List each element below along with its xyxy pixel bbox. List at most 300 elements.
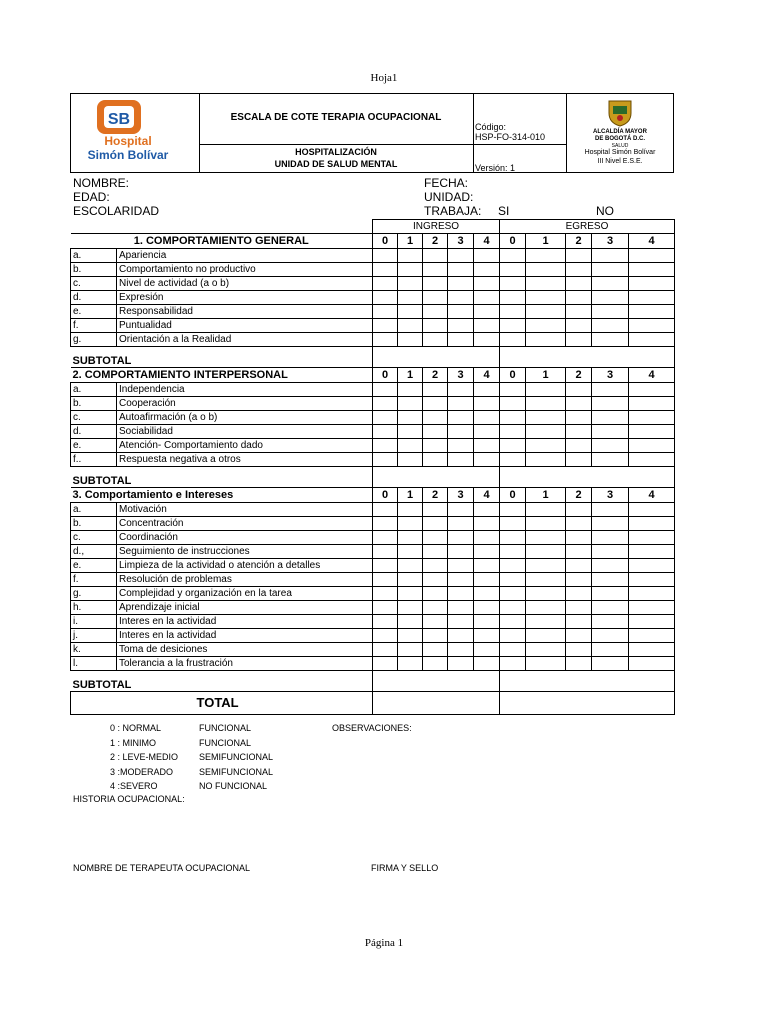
score-cell[interactable] — [629, 425, 675, 439]
score-cell[interactable] — [448, 601, 474, 615]
score-cell[interactable] — [566, 291, 592, 305]
score-cell[interactable] — [566, 531, 592, 545]
score-cell[interactable] — [629, 559, 675, 573]
score-cell[interactable] — [474, 277, 500, 291]
score-cell[interactable] — [474, 503, 500, 517]
score-cell[interactable] — [500, 559, 526, 573]
score-cell[interactable] — [629, 545, 675, 559]
item-row — [71, 425, 675, 439]
score-cell[interactable] — [448, 643, 474, 657]
score-cell[interactable] — [566, 601, 592, 615]
score-cell[interactable] — [592, 643, 629, 657]
egreso-score-1: 1 — [526, 488, 566, 503]
score-cell[interactable] — [566, 319, 592, 333]
item-index: e. — [71, 559, 117, 573]
score-cell[interactable] — [526, 587, 566, 601]
egreso-subtotal-cell[interactable] — [500, 671, 675, 692]
score-cell[interactable] — [592, 439, 629, 453]
item-row — [71, 587, 675, 601]
score-cell[interactable] — [526, 615, 566, 629]
score-cell[interactable] — [629, 517, 675, 531]
score-cell[interactable] — [500, 629, 526, 643]
egreso-score-3: 3 — [592, 488, 629, 503]
item-row — [71, 249, 675, 263]
score-cell[interactable] — [500, 573, 526, 587]
score-cell[interactable] — [474, 559, 500, 573]
score-cell[interactable] — [373, 643, 398, 657]
score-cell[interactable] — [448, 383, 474, 397]
score-cell[interactable] — [423, 305, 448, 319]
score-cell[interactable] — [526, 643, 566, 657]
score-cell[interactable] — [398, 425, 423, 439]
score-cell[interactable] — [373, 305, 398, 319]
form-title: ESCALA DE COTE TERAPIA OCUPACIONAL — [230, 112, 442, 123]
score-cell[interactable] — [474, 531, 500, 545]
ingreso-score-3: 3 — [448, 368, 474, 383]
score-cell[interactable] — [423, 615, 448, 629]
score-cell[interactable] — [629, 453, 675, 467]
score-cell[interactable] — [566, 277, 592, 291]
item-label: Toma de desiciones — [117, 643, 373, 657]
score-cell[interactable] — [398, 531, 423, 545]
score-cell[interactable] — [526, 545, 566, 559]
score-cell[interactable] — [592, 587, 629, 601]
score-cell[interactable] — [629, 291, 675, 305]
score-cell[interactable] — [373, 425, 398, 439]
score-cell[interactable] — [474, 249, 500, 263]
score-cell[interactable] — [526, 411, 566, 425]
score-cell[interactable] — [398, 383, 423, 397]
score-cell[interactable] — [500, 249, 526, 263]
score-cell[interactable] — [423, 453, 448, 467]
score-cell[interactable] — [629, 531, 675, 545]
score-cell[interactable] — [592, 305, 629, 319]
score-cell[interactable] — [566, 305, 592, 319]
score-cell[interactable] — [592, 503, 629, 517]
score-cell[interactable] — [592, 263, 629, 277]
ingreso-total-cell[interactable] — [373, 692, 500, 715]
score-cell[interactable] — [629, 601, 675, 615]
score-cell[interactable] — [629, 333, 675, 347]
score-cell[interactable] — [373, 629, 398, 643]
score-cell[interactable] — [423, 397, 448, 411]
score-cell[interactable] — [592, 277, 629, 291]
score-cell[interactable] — [500, 333, 526, 347]
page-footer: Página 1 — [364, 937, 404, 949]
score-cell[interactable] — [500, 643, 526, 657]
score-cell[interactable] — [398, 615, 423, 629]
score-cell[interactable] — [448, 319, 474, 333]
score-cell[interactable] — [592, 397, 629, 411]
score-cell[interactable] — [373, 503, 398, 517]
score-cell[interactable] — [566, 453, 592, 467]
score-cell[interactable] — [592, 453, 629, 467]
score-cell[interactable] — [423, 573, 448, 587]
score-cell[interactable] — [474, 397, 500, 411]
score-cell[interactable] — [592, 517, 629, 531]
legend-level: 2 : LEVE-MEDIO — [110, 752, 179, 762]
score-cell[interactable] — [526, 439, 566, 453]
score-cell[interactable] — [474, 615, 500, 629]
score-cell[interactable] — [373, 333, 398, 347]
item-label: Limpieza de la actividad o atención a detalles — [117, 559, 373, 573]
score-cell[interactable] — [629, 249, 675, 263]
score-cell[interactable] — [526, 503, 566, 517]
score-cell[interactable] — [448, 573, 474, 587]
score-cell[interactable] — [423, 587, 448, 601]
score-cell[interactable] — [526, 333, 566, 347]
score-cell[interactable] — [592, 411, 629, 425]
score-cell[interactable] — [398, 517, 423, 531]
score-cell[interactable] — [373, 545, 398, 559]
score-cell[interactable] — [423, 319, 448, 333]
score-cell[interactable] — [629, 397, 675, 411]
score-cell[interactable] — [423, 263, 448, 277]
score-cell[interactable] — [423, 411, 448, 425]
score-cell[interactable] — [474, 319, 500, 333]
score-cell[interactable] — [629, 319, 675, 333]
score-cell[interactable] — [474, 411, 500, 425]
score-cell[interactable] — [500, 305, 526, 319]
score-cell[interactable] — [373, 263, 398, 277]
score-cell[interactable] — [373, 559, 398, 573]
score-cell[interactable] — [423, 439, 448, 453]
item-row — [71, 383, 675, 397]
score-cell[interactable] — [592, 545, 629, 559]
score-cell[interactable] — [398, 397, 423, 411]
legend-description: SEMIFUNCIONAL — [199, 766, 274, 777]
score-cell[interactable] — [566, 559, 592, 573]
score-cell[interactable] — [398, 249, 423, 263]
score-cell[interactable] — [448, 453, 474, 467]
score-cell[interactable] — [474, 425, 500, 439]
score-cell[interactable] — [566, 517, 592, 531]
score-cell[interactable] — [448, 517, 474, 531]
score-cell[interactable] — [592, 531, 629, 545]
score-cell[interactable] — [373, 411, 398, 425]
score-cell[interactable] — [448, 263, 474, 277]
score-cell[interactable] — [566, 545, 592, 559]
ingreso-score-3: 3 — [448, 488, 474, 503]
score-cell[interactable] — [526, 531, 566, 545]
score-cell[interactable] — [526, 249, 566, 263]
legend-level: 3 :MODERADO — [110, 766, 174, 777]
score-cell[interactable] — [474, 305, 500, 319]
score-cell[interactable] — [592, 319, 629, 333]
score-cell[interactable] — [474, 453, 500, 467]
score-cell[interactable] — [398, 291, 423, 305]
score-cell[interactable] — [398, 601, 423, 615]
score-cell[interactable] — [398, 657, 423, 671]
score-cell[interactable] — [629, 615, 675, 629]
trabaja-si-option: SI — [498, 204, 510, 218]
score-cell[interactable] — [398, 453, 423, 467]
ingreso-header: INGRESO — [373, 220, 500, 234]
score-cell[interactable] — [566, 439, 592, 453]
score-cell[interactable] — [592, 573, 629, 587]
score-cell[interactable] — [566, 503, 592, 517]
score-cell[interactable] — [566, 411, 592, 425]
score-cell[interactable] — [448, 559, 474, 573]
score-cell[interactable] — [448, 411, 474, 425]
score-cell[interactable] — [629, 643, 675, 657]
egreso-total-cell[interactable] — [500, 692, 675, 715]
score-cell[interactable] — [423, 643, 448, 657]
score-cell[interactable] — [423, 629, 448, 643]
egreso-score-1: 1 — [526, 368, 566, 383]
score-cell[interactable] — [500, 291, 526, 305]
score-cell[interactable] — [566, 573, 592, 587]
score-cell[interactable] — [526, 425, 566, 439]
score-cell[interactable] — [566, 249, 592, 263]
score-cell[interactable] — [398, 305, 423, 319]
score-cell[interactable] — [592, 425, 629, 439]
score-cell[interactable] — [566, 425, 592, 439]
score-cell[interactable] — [448, 531, 474, 545]
score-cell[interactable] — [500, 411, 526, 425]
score-cell[interactable] — [398, 277, 423, 291]
score-cell[interactable] — [398, 629, 423, 643]
score-cell[interactable] — [398, 439, 423, 453]
ingreso-subtotal-cell[interactable] — [373, 671, 500, 692]
score-cell[interactable] — [526, 291, 566, 305]
score-cell[interactable] — [629, 411, 675, 425]
score-cell[interactable] — [526, 573, 566, 587]
score-cell[interactable] — [474, 545, 500, 559]
score-cell[interactable] — [398, 411, 423, 425]
score-cell[interactable] — [423, 657, 448, 671]
score-cell[interactable] — [373, 573, 398, 587]
code-label: Código: — [475, 122, 507, 132]
score-cell[interactable] — [423, 249, 448, 263]
score-cell[interactable] — [474, 517, 500, 531]
score-cell[interactable] — [448, 615, 474, 629]
score-cell[interactable] — [526, 559, 566, 573]
score-cell[interactable] — [566, 643, 592, 657]
score-cell[interactable] — [526, 277, 566, 291]
score-cell[interactable] — [448, 439, 474, 453]
score-cell[interactable] — [398, 545, 423, 559]
score-cell[interactable] — [448, 277, 474, 291]
nombre-label: NOMBRE: — [73, 176, 130, 190]
score-cell[interactable] — [398, 587, 423, 601]
score-cell[interactable] — [592, 291, 629, 305]
score-cell[interactable] — [448, 249, 474, 263]
score-cell[interactable] — [423, 601, 448, 615]
score-cell[interactable] — [526, 319, 566, 333]
score-cell[interactable] — [373, 277, 398, 291]
score-cell[interactable] — [500, 397, 526, 411]
score-cell[interactable] — [373, 291, 398, 305]
score-cell[interactable] — [526, 629, 566, 643]
score-cell[interactable] — [373, 383, 398, 397]
score-cell[interactable] — [592, 333, 629, 347]
ingreso-subtotal-cell[interactable] — [373, 467, 500, 488]
score-cell[interactable] — [423, 531, 448, 545]
score-cell[interactable] — [629, 503, 675, 517]
score-cell[interactable] — [474, 263, 500, 277]
score-cell[interactable] — [526, 453, 566, 467]
score-cell[interactable] — [474, 573, 500, 587]
score-cell[interactable] — [592, 559, 629, 573]
score-cell[interactable] — [500, 615, 526, 629]
score-cell[interactable] — [500, 657, 526, 671]
score-cell[interactable] — [423, 517, 448, 531]
score-cell[interactable] — [474, 333, 500, 347]
score-cell[interactable] — [526, 305, 566, 319]
score-cell[interactable] — [474, 643, 500, 657]
score-cell[interactable] — [592, 601, 629, 615]
score-cell[interactable] — [629, 587, 675, 601]
score-cell[interactable] — [373, 439, 398, 453]
score-cell[interactable] — [448, 305, 474, 319]
score-cell[interactable] — [474, 601, 500, 615]
logo-line1: Hospital — [104, 134, 152, 148]
score-cell[interactable] — [474, 383, 500, 397]
score-cell[interactable] — [629, 277, 675, 291]
egreso-subtotal-cell[interactable] — [500, 347, 675, 368]
score-cell[interactable] — [592, 249, 629, 263]
score-cell[interactable] — [500, 601, 526, 615]
score-cell[interactable] — [629, 263, 675, 277]
score-cell[interactable] — [500, 517, 526, 531]
score-cell[interactable] — [629, 305, 675, 319]
item-index: e. — [71, 305, 117, 319]
item-index: c. — [71, 531, 117, 545]
score-cell[interactable] — [373, 453, 398, 467]
score-cell[interactable] — [500, 263, 526, 277]
score-cell[interactable] — [592, 657, 629, 671]
egreso-subtotal-cell[interactable] — [500, 467, 675, 488]
score-cell[interactable] — [398, 559, 423, 573]
blank-header-cell — [71, 220, 373, 234]
score-cell[interactable] — [398, 573, 423, 587]
score-cell[interactable] — [629, 657, 675, 671]
score-cell[interactable] — [566, 657, 592, 671]
score-cell[interactable] — [500, 319, 526, 333]
score-cell[interactable] — [526, 383, 566, 397]
item-label: Seguimiento de instrucciones — [117, 545, 373, 559]
item-index: a. — [71, 503, 117, 517]
section-header-row — [71, 368, 675, 383]
item-label: Expresión — [117, 291, 373, 305]
score-cell[interactable] — [500, 503, 526, 517]
section-title: 2. COMPORTAMIENTO INTERPERSONAL — [71, 368, 373, 383]
score-cell[interactable] — [474, 587, 500, 601]
score-cell[interactable] — [629, 573, 675, 587]
score-cell[interactable] — [373, 657, 398, 671]
score-cell[interactable] — [373, 601, 398, 615]
score-cell[interactable] — [500, 587, 526, 601]
score-cell[interactable] — [373, 249, 398, 263]
ingreso-score-3: 3 — [448, 234, 474, 249]
score-cell[interactable] — [398, 503, 423, 517]
score-cell[interactable] — [566, 263, 592, 277]
score-cell[interactable] — [398, 333, 423, 347]
score-cell[interactable] — [474, 439, 500, 453]
ingreso-score-1: 1 — [398, 368, 423, 383]
score-cell[interactable] — [423, 425, 448, 439]
item-label: Motivación — [117, 503, 373, 517]
score-cell[interactable] — [526, 397, 566, 411]
score-cell[interactable] — [566, 397, 592, 411]
score-cell[interactable] — [629, 383, 675, 397]
score-cell[interactable] — [500, 425, 526, 439]
score-cell[interactable] — [526, 517, 566, 531]
score-cell[interactable] — [423, 333, 448, 347]
score-cell[interactable] — [526, 263, 566, 277]
score-cell[interactable] — [592, 615, 629, 629]
score-cell[interactable] — [592, 383, 629, 397]
score-cell[interactable] — [373, 615, 398, 629]
score-cell[interactable] — [373, 517, 398, 531]
score-cell[interactable] — [423, 559, 448, 573]
score-cell[interactable] — [398, 319, 423, 333]
score-cell[interactable] — [448, 397, 474, 411]
score-cell[interactable] — [448, 657, 474, 671]
score-cell[interactable] — [448, 629, 474, 643]
score-cell[interactable] — [566, 383, 592, 397]
score-cell[interactable] — [373, 319, 398, 333]
score-cell[interactable] — [448, 587, 474, 601]
score-cell[interactable] — [373, 397, 398, 411]
score-cell[interactable] — [474, 657, 500, 671]
edad-label: EDAD: — [73, 190, 110, 204]
item-index: k. — [71, 643, 117, 657]
score-cell[interactable] — [500, 439, 526, 453]
score-cell[interactable] — [398, 263, 423, 277]
score-cell[interactable] — [448, 545, 474, 559]
score-cell[interactable] — [423, 545, 448, 559]
score-cell[interactable] — [526, 601, 566, 615]
score-cell[interactable] — [500, 383, 526, 397]
score-cell[interactable] — [448, 333, 474, 347]
score-cell[interactable] — [526, 657, 566, 671]
ingreso-score-2: 2 — [423, 488, 448, 503]
score-cell[interactable] — [474, 629, 500, 643]
score-cell[interactable] — [398, 643, 423, 657]
score-cell[interactable] — [500, 453, 526, 467]
ingreso-subtotal-cell[interactable] — [373, 347, 500, 368]
score-cell[interactable] — [629, 629, 675, 643]
score-cell[interactable] — [566, 615, 592, 629]
score-cell[interactable] — [448, 291, 474, 305]
score-cell[interactable] — [448, 503, 474, 517]
score-cell[interactable] — [423, 277, 448, 291]
score-cell[interactable] — [500, 531, 526, 545]
score-cell[interactable] — [423, 383, 448, 397]
score-cell[interactable] — [592, 629, 629, 643]
score-cell[interactable] — [423, 503, 448, 517]
score-cell[interactable] — [474, 291, 500, 305]
score-cell[interactable] — [373, 587, 398, 601]
score-cell[interactable] — [629, 439, 675, 453]
ingreso-egreso-header-row — [71, 220, 675, 234]
score-cell[interactable] — [423, 291, 448, 305]
score-cell[interactable] — [373, 531, 398, 545]
score-cell[interactable] — [566, 587, 592, 601]
score-cell[interactable] — [500, 277, 526, 291]
score-cell[interactable] — [566, 629, 592, 643]
score-cell[interactable] — [500, 545, 526, 559]
item-index: c. — [71, 277, 117, 291]
subtotal-row — [71, 467, 675, 488]
ingreso-score-1: 1 — [398, 488, 423, 503]
score-cell[interactable] — [448, 425, 474, 439]
egreso-score-0: 0 — [500, 368, 526, 383]
egreso-score-4: 4 — [629, 368, 675, 383]
score-cell[interactable] — [566, 333, 592, 347]
